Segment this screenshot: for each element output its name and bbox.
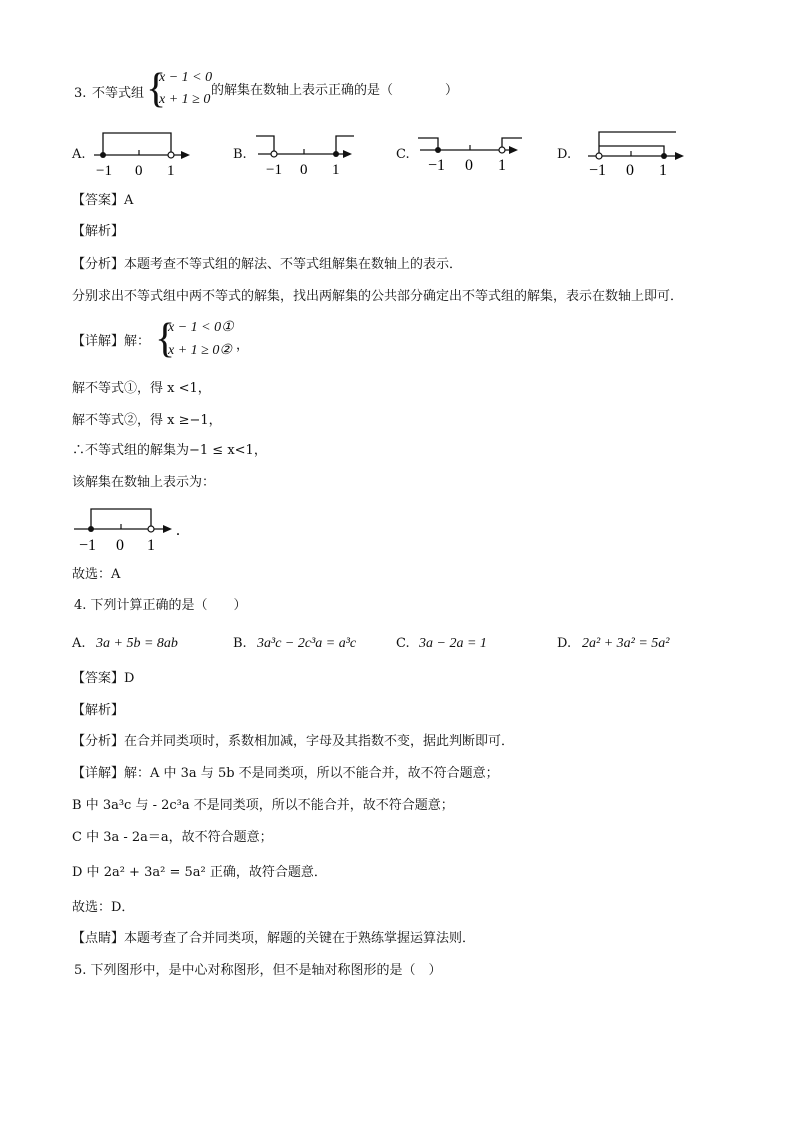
q4-analysis: 【分析】在合并同类项时，系数相加减，字母及其指数不变，据此判断即可． — [72, 734, 515, 749]
q4-answer: 【答案】D — [72, 671, 135, 686]
q3-system-brace: { — [146, 66, 167, 112]
q3-option-d-letter: D. — [557, 147, 572, 162]
q3-detail-brace: { — [155, 316, 176, 362]
hollow-point — [271, 151, 277, 157]
q4-line-c: C 中 3a - 2a＝a，故不符合题意； — [72, 830, 273, 845]
q4-title: 4. 下列计算正确的是（ ） — [74, 598, 247, 613]
q3-option-d-numberline — [586, 128, 686, 178]
arrowhead — [675, 152, 684, 160]
q4-line-b: B 中 3a³c 与 - 2c³a 不是同类项，所以不能合并，故不符合题意； — [72, 798, 454, 813]
hollow-point — [499, 147, 505, 153]
q4-line-d: D 中 2a² + 3a² = 5a² 正确，故符合题意． — [72, 865, 327, 880]
q3-detail-line1: x − 1 < 0① — [168, 320, 234, 335]
q3-detail-prefix: 【详解】解： — [72, 334, 151, 349]
q4-option-a-letter: A. — [72, 636, 86, 651]
q4-option-b-letter: B. — [233, 636, 247, 651]
tick-label: 1 — [167, 163, 175, 179]
hollow-point — [168, 152, 174, 158]
hollow-point — [148, 526, 154, 532]
q4-remark: 【点睛】本题考查了合并同类项，解题的关键在于熟练掌握运算法则． — [72, 931, 476, 946]
tick-label: 0 — [116, 537, 124, 554]
q3-step-2: 解不等式②，得 x ≥−1， — [72, 413, 222, 428]
q3-analysis: 【分析】本题考查不等式组的解法、不等式组解集在数轴上的表示． — [72, 257, 463, 272]
tick-label: 0 — [300, 162, 308, 178]
tick-label: −1 — [266, 162, 282, 178]
tick-label: −1 — [589, 162, 607, 179]
q3-option-a-numberline — [92, 128, 192, 178]
q3-number: 3. — [74, 86, 87, 101]
q3-answer: 【答案】A — [72, 193, 134, 208]
tick-label: 1 — [659, 162, 667, 179]
left-ray — [256, 136, 274, 154]
arrowhead — [343, 150, 352, 158]
q3-solution-numberline — [72, 506, 192, 556]
q4-option-c-letter: C. — [396, 636, 410, 651]
q4-option-b-expr: 3a³c − 2c³a = a³c — [257, 636, 357, 651]
q3-option-c-numberline — [418, 128, 528, 178]
q3-option-c-letter: C. — [396, 147, 410, 162]
q3-detail-line2: x + 1 ≥ 0② — [168, 343, 232, 358]
q3-choice: 故选：A — [72, 567, 121, 582]
tick-label: 0 — [626, 162, 634, 179]
q3-option-b-numberline — [256, 128, 356, 178]
period-mark: . — [176, 522, 180, 539]
q3-analysis-2: 分别求出不等式组中两不等式的解集，找出两解集的公共部分确定出不等式组的解集，表示在数轴上即可． — [72, 289, 684, 304]
q4-option-d-letter: D. — [557, 636, 572, 651]
tick-label: −1 — [79, 537, 97, 554]
solid-point — [435, 147, 441, 153]
tick-label: 1 — [147, 537, 155, 554]
tick-label: 0 — [465, 157, 473, 174]
q3-step-4: 该解集在数轴上表示为： — [72, 475, 216, 490]
hollow-point — [596, 153, 602, 159]
q3-detail-comma: ， — [236, 338, 250, 353]
q3-system-line2: x + 1 ≥ 0 — [159, 92, 211, 107]
left-ray — [418, 138, 438, 150]
tick-label: −1 — [96, 163, 112, 179]
q3-system-line1: x − 1 < 0 — [159, 70, 213, 85]
tick-label: −1 — [428, 157, 446, 174]
q3-option-a-letter: A. — [72, 147, 86, 162]
q3-step-1: 解不等式①，得 x <1， — [72, 381, 211, 396]
q3-stem-suffix: 的解集在数轴上表示正确的是（ ） — [211, 83, 459, 98]
q4-jiexi-heading: 【解析】 — [72, 703, 125, 718]
solid-point — [88, 526, 94, 532]
q4-choice: 故选：D． — [72, 900, 135, 915]
solid-point — [333, 151, 339, 157]
arrowhead — [163, 525, 172, 533]
q3-jiexi-heading: 【解析】 — [72, 224, 125, 239]
q4-option-a-expr: 3a + 5b = 8ab — [96, 636, 178, 651]
solid-point — [661, 153, 667, 159]
q3-step-3: ∴不等式组的解集为−1 ≤ x<1， — [72, 443, 267, 458]
q4-option-d-expr: 2a² + 3a² = 5a² — [582, 636, 670, 651]
q3-prefix: 不等式组 — [92, 86, 145, 101]
arrowhead — [181, 151, 190, 159]
solution-bracket — [103, 133, 171, 155]
q5-title: 5. 下列图形中，是中心对称图形，但不是轴对称图形的是（ ） — [74, 963, 442, 978]
solid-point — [100, 152, 106, 158]
arrowhead — [509, 146, 518, 154]
tick-label: 0 — [135, 163, 143, 179]
q4-option-c-expr: 3a − 2a = 1 — [419, 636, 487, 651]
q4-detail: 【详解】解：A 中 3a 与 5b 不是同类项，所以不能合并，故不符合题意； — [72, 766, 499, 781]
q3-option-b-letter: B. — [233, 147, 247, 162]
tick-label: 1 — [332, 162, 340, 178]
tick-label: 1 — [498, 157, 506, 174]
